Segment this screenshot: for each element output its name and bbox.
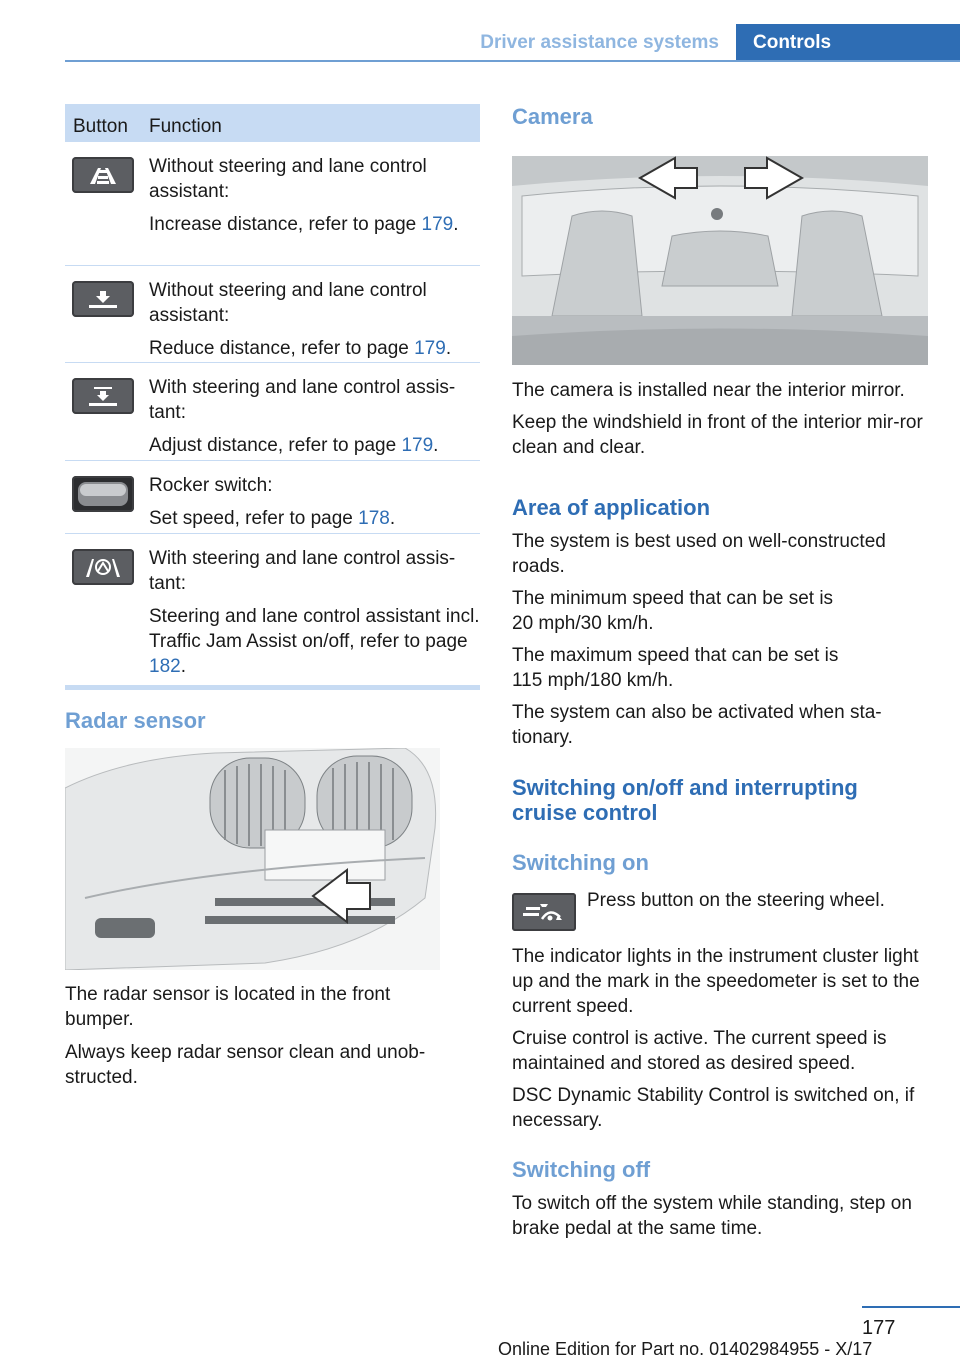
switching-on-paragraph-1: The indicator lights in the instrument cluster light up and the mark in the speedometer is set to the current speed. [512, 946, 920, 1017]
page-link[interactable]: 179 [421, 214, 454, 235]
function-text: Set speed, refer to page 178. [149, 508, 396, 529]
button-function-table [65, 104, 480, 690]
function-text: With steering and lane control assis‐tant: [149, 548, 456, 594]
table-row [65, 363, 480, 461]
switching-off-paragraph-1: To switch off the system while standing, step on brake pedal at the same time. [512, 1193, 912, 1239]
radar-sensor-image [65, 748, 440, 970]
table-row [65, 266, 480, 363]
camera-paragraph-1: The camera is installed near the interior mirror. [512, 380, 905, 401]
distance-increase-icon [72, 157, 134, 193]
function-text: Rocker switch: [149, 475, 273, 496]
application-paragraph-2: The minimum speed that can be set is 20 mph/30 km/h. [512, 588, 834, 634]
table-header [65, 104, 480, 142]
application-paragraph-3: The maximum speed that can be set is 115 mph/180 km/h. [512, 645, 839, 691]
radar-sensor-heading: Radar sensor [65, 708, 206, 733]
function-text: Without steering and lane control assistant: [149, 280, 427, 326]
switching-on-heading: Switching on [512, 850, 649, 875]
page-header [65, 0, 960, 62]
function-cell [149, 142, 480, 253]
radar-paragraph-1: The radar sensor is located in the front bumper. [65, 984, 391, 1030]
area-of-application-heading: Area of application [512, 495, 711, 520]
cruise-control-button-icon [512, 893, 576, 931]
function-cell [149, 534, 480, 695]
function-text: Steering and lane control assistant incl. Traffic Jam Assist on/off, refer to page 182. [149, 606, 480, 677]
page-link[interactable]: 178 [358, 508, 390, 529]
header-section-title: Driver assistance systems [480, 32, 719, 53]
page-number: 177 [862, 1317, 896, 1339]
camera-paragraph-2: Keep the windshield in front of the interior mir‐ror clean and clear. [512, 412, 923, 458]
column-header-button: Button [73, 116, 128, 137]
function-cell [149, 266, 480, 377]
header-rule [65, 60, 960, 62]
column-header-function: Function [149, 116, 222, 137]
function-cell [149, 363, 480, 474]
page-link[interactable]: 179 [401, 435, 434, 456]
switching-on-paragraph-2: Cruise control is active. The current speed is maintained and stored as desired speed. [512, 1028, 887, 1074]
distance-reduce-icon [72, 281, 134, 317]
function-text: Without steering and lane control assistant: [149, 156, 427, 202]
table-row [65, 461, 480, 534]
switching-heading: Switching on/off and interrupting cruise control [512, 775, 858, 825]
table-row [65, 534, 480, 677]
page-link[interactable]: 182 [149, 656, 181, 677]
function-text: Increase distance, refer to page 179. [149, 214, 459, 235]
camera-image [512, 156, 928, 365]
rocker-switch-icon [72, 476, 134, 512]
switching-on-paragraph-3: DSC Dynamic Stability Control is switched on, if necessary. [512, 1085, 915, 1131]
lane-assist-icon [72, 549, 134, 585]
switching-off-heading: Switching off [512, 1157, 651, 1182]
edition-footer: Online Edition for Part no. 01402984955 - X/17 [498, 1339, 873, 1359]
function-text: Reduce distance, refer to page 179. [149, 338, 452, 359]
function-text: Adjust distance, refer to page 179. [149, 435, 439, 456]
application-paragraph-4: The system can also be activated when sta‐tionary. [512, 702, 882, 748]
footer-rule [862, 1306, 960, 1308]
camera-heading: Camera [512, 104, 593, 129]
table-row [65, 142, 480, 266]
radar-paragraph-2: Always keep radar sensor clean and unob‐structed. [65, 1042, 426, 1088]
function-text: With steering and lane control assis‐tant: [149, 377, 456, 423]
page-link[interactable]: 179 [414, 338, 446, 359]
header-chapter-tab: Controls [736, 24, 960, 62]
distance-adjust-icon [72, 378, 134, 414]
application-paragraph-1: The system is best used on well-constructed roads. [512, 531, 886, 577]
switching-on-button-text: Press button on the steering wheel. [587, 890, 885, 911]
